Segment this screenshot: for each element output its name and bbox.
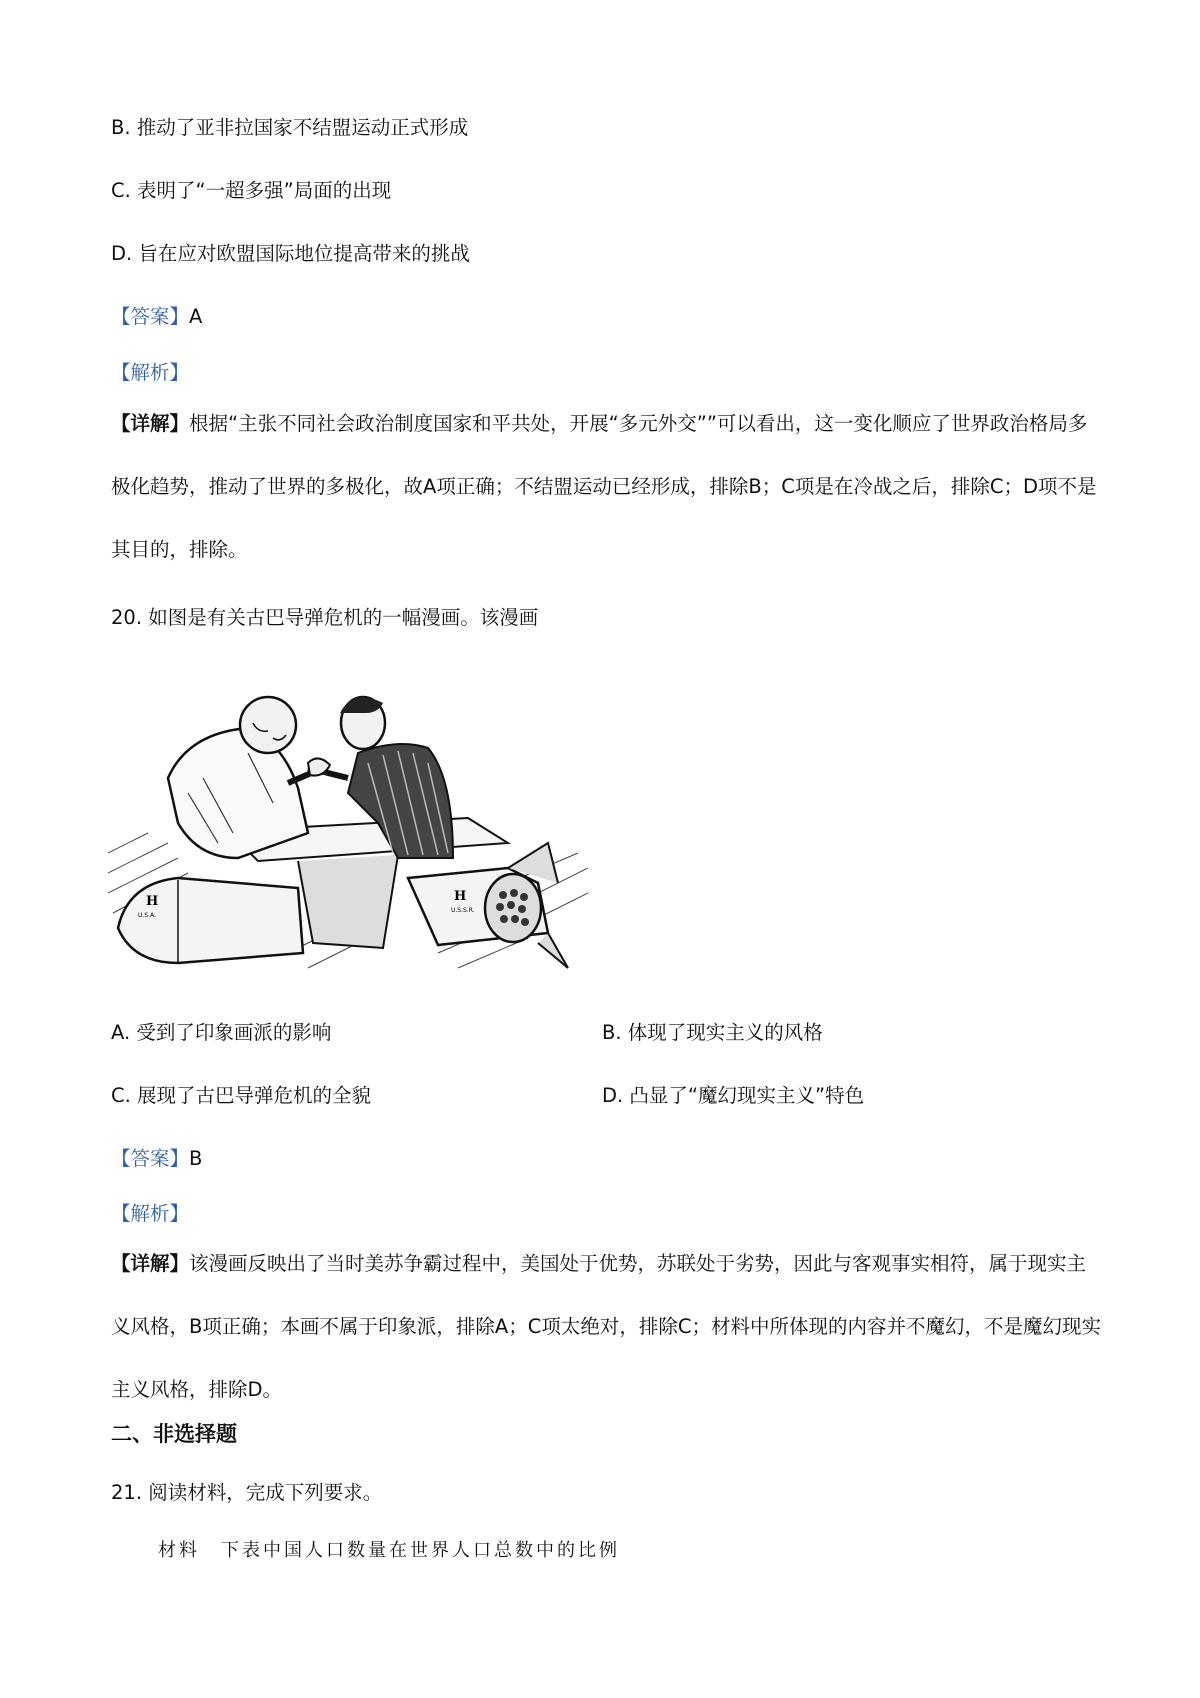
- left-figure: [168, 697, 323, 858]
- right-missile: [408, 843, 568, 968]
- section-title: 二、非选择题: [111, 1422, 237, 1446]
- detail-tag: 【详解】: [111, 1252, 190, 1275]
- answer-tag: 【答案】: [111, 305, 190, 328]
- q21-material: 材料 下表中国人口数量在世界人口总数中的比例: [158, 1540, 620, 1561]
- right-missile-mark: H: [454, 889, 467, 904]
- left-missile: [118, 878, 303, 963]
- q21-stem: 21. 阅读材料，完成下列要求。: [111, 1481, 383, 1504]
- detail-text: 该漫画反映出了当时美苏争霸过程中，美国处于优势，苏联处于劣势，因此与客观事实相符，属于现实主义风格，B项正确；本画不属于印象派，排除A；C项太绝对，排除C；材料中所体现的内容并不魔幻，不是魔幻现实主义风格，排除D。: [111, 1252, 1101, 1401]
- q20-option-a: A. 受到了印象画派的影响: [111, 1021, 332, 1044]
- answer-value: A: [189, 305, 203, 328]
- answer-value: B: [189, 1147, 203, 1170]
- q19-answer: [111, 301, 202, 329]
- right-missile-label: U.S.S.R.: [451, 907, 475, 914]
- q19-option-d: D. 旨在应对欧盟国际地位提高带来的挑战: [111, 242, 470, 265]
- cuban-missile-crisis-cartoon: [108, 683, 588, 975]
- left-missile-label: U.S.A.: [138, 912, 156, 919]
- analysis-tag: 【解析】: [111, 361, 190, 384]
- q19-option-c: C. 表明了“一超多强”局面的出现: [111, 179, 392, 202]
- answer-tag: 【答案】: [111, 1147, 190, 1170]
- q20-option-b: B. 体现了现实主义的风格: [602, 1021, 823, 1044]
- q20-answer: [111, 1143, 202, 1171]
- analysis-tag: 【解析】: [111, 1202, 190, 1225]
- q20-analysis-tag: [111, 1198, 189, 1226]
- q19-detail: [111, 392, 1101, 581]
- detail-tag: 【详解】: [111, 412, 190, 435]
- q19-analysis-tag: [111, 357, 189, 385]
- q20-option-d: D. 凸显了“魔幻现实主义”特色: [602, 1084, 865, 1107]
- detail-text: 根据“主张不同社会政治制度国家和平共处，开展“多元外交””可以看出，这一变化顺应了世界政治格局多极化趋势，推动了世界的多极化，故A项正确；不结盟运动已经形成，排除B；C项是在冷战之后，排除C；D项不是其目的，排除。: [111, 412, 1097, 561]
- q20-stem: 20. 如图是有关古巴导弹危机的一幅漫画。该漫画: [111, 606, 539, 629]
- q19-option-b: B. 推动了亚非拉国家不结盟运动正式形成: [111, 116, 469, 139]
- q20-option-c: C. 展现了古巴导弹危机的全貌: [111, 1084, 372, 1107]
- q20-detail: [111, 1232, 1101, 1421]
- left-missile-mark: H: [146, 894, 159, 909]
